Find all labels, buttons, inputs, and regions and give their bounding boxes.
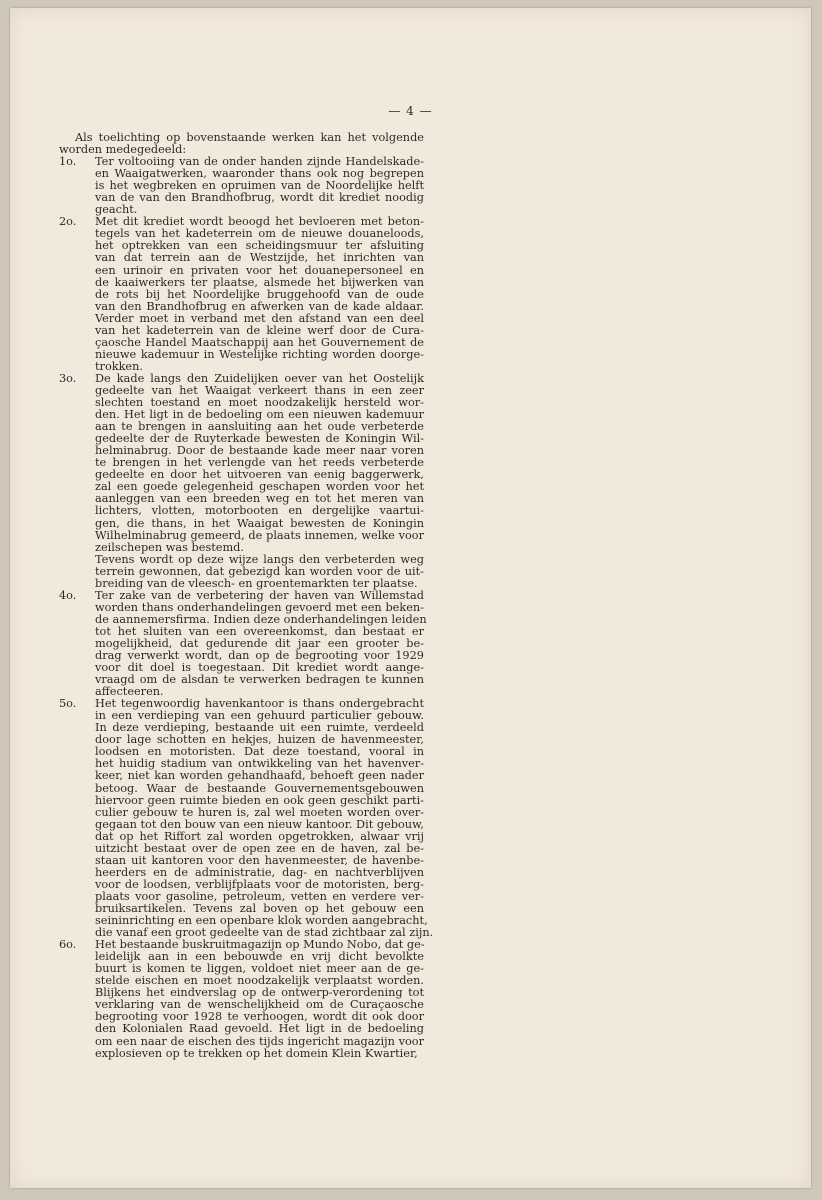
text-line: loodsen en motoristen. Dat deze toestand, vooral in bbox=[95, 745, 424, 759]
text-line: staan uit kantoren voor den havenmeester, de havenbe- bbox=[95, 853, 424, 867]
text-line: terrein gewonnen, dat gebezigd kan worden voor de uit- bbox=[95, 564, 424, 578]
text-line: Het bestaande buskruitmagazijn op Mundo Nobo, dat ge- bbox=[95, 938, 425, 952]
text-line: mogelijkheid, dat gedurende dit jaar een grooter be- bbox=[95, 636, 424, 650]
item-text bbox=[95, 939, 424, 1059]
text-line: Ter voltooiing van de onder handen zijnde Handelskade- bbox=[95, 155, 424, 169]
text-line: verklaring van de wenschelijkheid om de Curaçaosche bbox=[95, 998, 424, 1012]
text-line: de kaaiwerkers ter plaatse, alsmede het bijwerken van bbox=[95, 275, 424, 289]
text-line: en Waaigatwerken, waaronder thans ook nog begrepen bbox=[95, 167, 424, 181]
text-line: voor dit doel is toegestaan. Dit krediet wordt aange- bbox=[95, 661, 424, 675]
text-line: seininrichting en een openbare klok worden aangebracht, bbox=[95, 914, 428, 928]
text-line: de aannemersfirma. Indien deze onderhandelingen leiden bbox=[95, 612, 427, 626]
item-text bbox=[95, 588, 427, 699]
text-line: plaats voor gasoline, petroleum, vetten en verdere ver- bbox=[95, 889, 424, 903]
text-line: betoog. Waar de bestaande Gouvernementsgebouwen bbox=[95, 781, 424, 795]
text-line: gegaan tot den bouw van een nieuw kantoor. Dit gebouw, bbox=[95, 817, 424, 831]
text-line: het huidig stadium van ontwikkeling van het havenver- bbox=[95, 757, 424, 771]
text-line: vraagd om de alsdan te verwerken bedragen te kunnen bbox=[95, 673, 424, 687]
text-line: leidelijk aan in een bebouwde en vrij dicht bevolkte bbox=[95, 950, 424, 964]
text-line: dat op het Riffort zal worden opgetrokken, alwaar vrij bbox=[95, 829, 424, 843]
text-line: Tevens wordt op deze wijze langs den verbeterden weg bbox=[95, 552, 424, 566]
text-line: çaosche Handel Maatschappij aan het Gouvernement de bbox=[95, 335, 424, 349]
item-number: 3o. bbox=[59, 371, 77, 385]
text-line: worden thans onderhandelingen gevoerd met een beken- bbox=[95, 600, 424, 614]
numbered-items bbox=[59, 155, 434, 1060]
text-line: culier gebouw te huren is, zal wel moeten worden over- bbox=[95, 805, 424, 819]
text-line: nieuwe kademuur in Westelijke richting worden doorge- bbox=[95, 347, 424, 361]
numbered-item bbox=[59, 697, 434, 940]
item-text bbox=[95, 373, 424, 590]
item-number: 4o. bbox=[59, 588, 77, 602]
text-line: van dat terrein aan de Westzijde, het inrichten van bbox=[95, 251, 424, 265]
numbered-item bbox=[59, 373, 424, 590]
text-line: Wilhelminabrug gemeerd, de plaats innemen, welke voor bbox=[95, 528, 424, 542]
text-line: keer, niet kan worden gehandhaafd, behoeft geen nader bbox=[95, 769, 424, 783]
item-number: 1o. bbox=[59, 155, 77, 169]
text-line: gedeelte en door het uitvoeren van eenig baggerwerk, bbox=[95, 468, 424, 482]
text-line: stelde eischen en moet noodzakelijk verplaatst worden. bbox=[95, 974, 424, 988]
text-line: lichters, vlotten, motorbooten en dergelijke vaartui- bbox=[95, 504, 424, 518]
text-line: door lage schotten en hekjes, huizen de havenmeester, bbox=[95, 733, 424, 747]
item-number: 5o. bbox=[59, 697, 77, 711]
text-line: breiding van de vleesch- en groentemarkten ter plaatse. bbox=[95, 576, 418, 590]
text-line: gen, die thans, in het Waaigat bewesten de Koningin bbox=[95, 516, 424, 530]
text-line: buurt is komen te liggen, voldoet niet meer aan de ge- bbox=[95, 962, 424, 976]
text-line: aan te brengen in aansluiting aan het oude verbeterde bbox=[95, 420, 424, 434]
text-line: Blijkens het eindverslag op de ontwerp-verordening tot bbox=[95, 986, 424, 1000]
text-line: drag verwerkt wordt, dan op de begrooting voor 1929 bbox=[95, 649, 424, 663]
text-line: is het wegbreken en opruimen van de Noordelijke helft bbox=[95, 179, 424, 193]
text-line: De kade langs den Zuidelijken oever van het Oostelijk bbox=[95, 371, 424, 385]
document-page bbox=[10, 8, 811, 1188]
text-line: den. Het ligt in de bedoeling om een nieuwen kademuur bbox=[95, 408, 424, 422]
numbered-item bbox=[59, 588, 427, 699]
intro-line: worden medegedeeld: bbox=[59, 143, 187, 157]
intro-paragraph bbox=[59, 132, 424, 156]
text-line: zeilschepen was bestemd. bbox=[95, 540, 244, 554]
text-line: Met dit krediet wordt beoogd het bevloeren met beton- bbox=[95, 215, 424, 229]
text-line: slechten toestand en moet noodzakelijk hersteld wor- bbox=[95, 396, 424, 410]
numbered-item bbox=[59, 939, 424, 1059]
text-line: geacht. bbox=[95, 203, 138, 217]
text-line: tot het sluiten van een overeenkomst, dan bestaat er bbox=[95, 624, 424, 638]
text-line: trokken. bbox=[95, 359, 143, 373]
item-number: 6o. bbox=[59, 938, 77, 952]
text-line: Verder moet in verband met den afstand van een deel bbox=[95, 311, 424, 325]
text-line: de rots bij het Noordelijke bruggehoofd van de oude bbox=[95, 287, 424, 301]
text-line: begrooting voor 1928 te verhoogen, wordt dit ook door bbox=[95, 1010, 424, 1024]
document-body bbox=[59, 131, 434, 1060]
text-line: Het tegenwoordig havenkantoor is thans ondergebracht bbox=[95, 697, 424, 711]
text-line: in een verdieping van een gehuurd particulier gebouw. bbox=[95, 709, 424, 723]
item-number: 2o. bbox=[59, 215, 77, 229]
text-line: bruiksartikelen. Tevens zal boven op het gebouw een bbox=[95, 902, 424, 915]
text-line: In deze verdieping, bestaande uit een ruimte, verdeeld bbox=[95, 721, 424, 735]
intro-line: Als toelichting op bovenstaande werken kan het volgende bbox=[75, 131, 424, 144]
item-text bbox=[95, 156, 424, 216]
text-line: gedeelte der de Ruyterkade bewesten de Koningin Wil- bbox=[95, 432, 424, 446]
numbered-item bbox=[59, 216, 424, 373]
text-line: die vanaf een groot gedeelte van de stad zichtbaar zal zijn. bbox=[95, 926, 434, 940]
text-line: aanleggen van een breeden weg en tot het meren van bbox=[95, 492, 424, 506]
text-line: van de van den Brandhofbrug, wordt dit krediet noodig bbox=[95, 191, 424, 205]
text-line: uitzicht bestaat over de open zee en de haven, zal be- bbox=[95, 841, 424, 855]
text-line: zal een goede gelegenheid geschapen worden voor het bbox=[95, 480, 424, 494]
item-text bbox=[95, 697, 434, 940]
page-number: — 4 — bbox=[388, 104, 433, 118]
text-line: explosieven op te trekken op het domein Klein Kwartier, bbox=[95, 1046, 418, 1060]
text-line: den Kolonialen Raad gevoeld. Het ligt in de bedoeling bbox=[95, 1022, 424, 1036]
text-line: van het kadeterrein van de kleine werf door de Cura- bbox=[95, 323, 424, 337]
text-line: om een naar de eischen des tijds ingericht magazijn voor bbox=[95, 1034, 424, 1048]
text-line: affecteeren. bbox=[95, 685, 164, 699]
item-text bbox=[95, 216, 424, 373]
text-line: gedeelte van het Waaigat verkeert thans in een zeer bbox=[95, 383, 424, 397]
text-line: van den Brandhofbrug en afwerken van de kade aldaar. bbox=[95, 299, 424, 313]
text-line: Ter zake van de verbetering der haven van Willemstad bbox=[95, 588, 424, 602]
text-line: hiervoor geen ruimte bieden en ook geen geschikt parti- bbox=[95, 793, 424, 807]
text-line: heerders en de administratie, dag- en nachtverblijven bbox=[95, 865, 424, 879]
text-line: tegels van het kadeterrein om de nieuwe douaneloods, bbox=[95, 227, 424, 241]
text-line: helminabrug. Door de bestaande kade meer naar voren bbox=[95, 444, 424, 458]
text-line: het optrekken van een scheidingsmuur ter afsluiting bbox=[95, 239, 424, 253]
text-line: voor de loodsen, verblijfplaats voor de motoristen, berg- bbox=[95, 877, 424, 891]
text-line: een urinoir en privaten voor het douanepersoneel en bbox=[95, 263, 424, 277]
numbered-item bbox=[59, 156, 424, 216]
text-line: te brengen in het verlengde van het reeds verbeterde bbox=[95, 456, 424, 470]
